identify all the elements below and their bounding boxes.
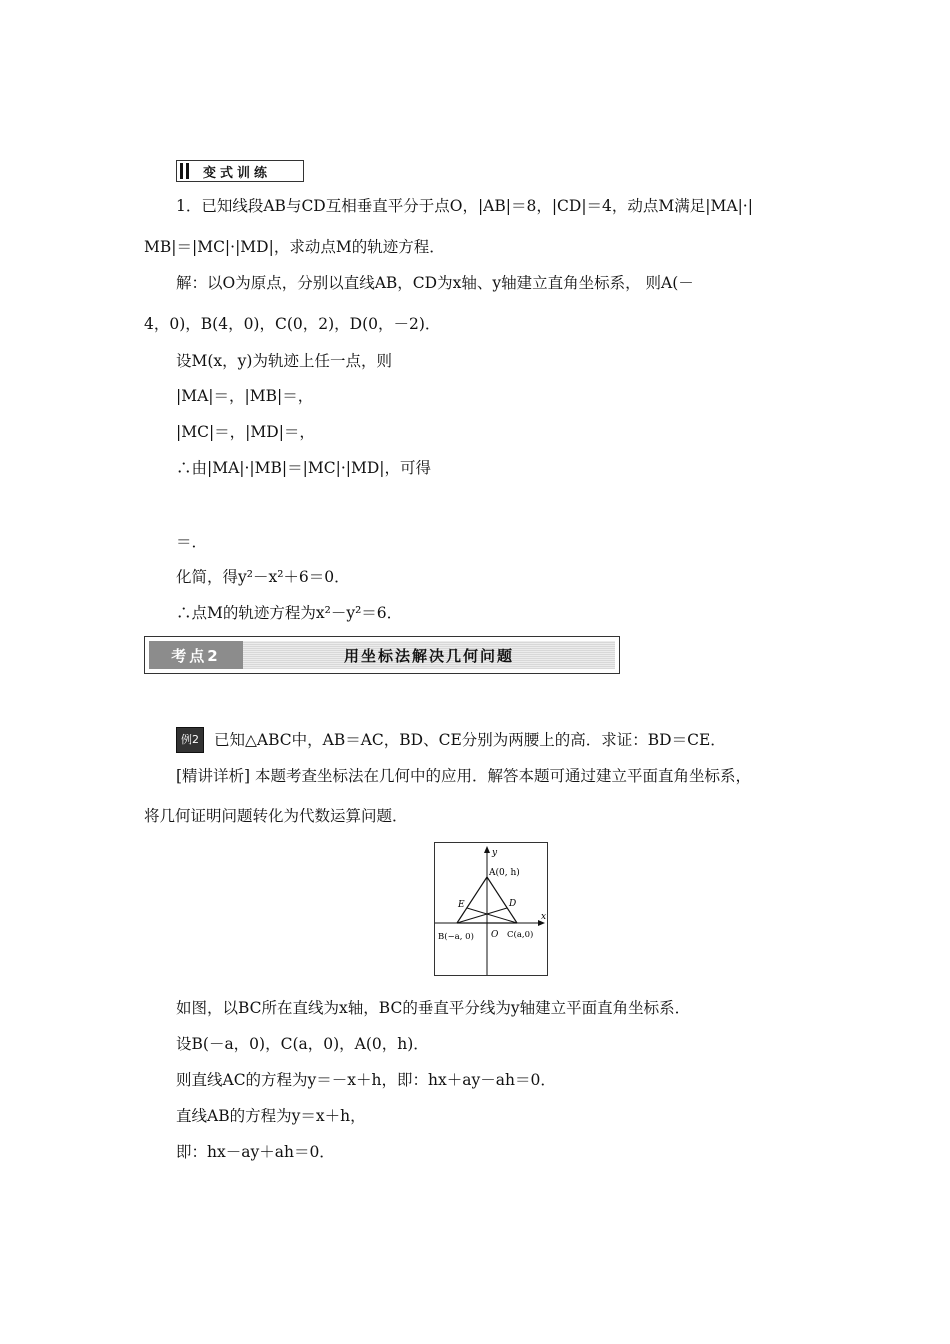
height-ce xyxy=(467,908,517,923)
example2-badge: 例2 xyxy=(176,727,204,753)
label-y: y xyxy=(492,848,498,858)
analysis-line1: [精讲详析] 本题考查坐标法在几何中的应用．解答本题可通过建立平面直角坐标系， xyxy=(176,767,752,785)
label-o: O xyxy=(491,930,499,940)
label-b: B(−a, 0) xyxy=(438,932,474,942)
label-c: C(a,0) xyxy=(507,930,534,940)
proof-line5: 即：hx－ay＋ah＝0． xyxy=(176,1143,335,1161)
analysis-line2: 将几何证明问题转化为代数运算问题． xyxy=(144,807,408,825)
proof-line1: 如图，以BC所在直线为x轴，BC的垂直平分线为y轴建立平面直角坐标系． xyxy=(176,999,691,1017)
solution-line6: ∴由|MA|·|MB|＝|MC|·|MD|，可得 xyxy=(176,459,431,477)
solution-line2: 4，0)，B(4，0)，C(0，2)，D(0，－2)． xyxy=(144,315,441,333)
section-tag: 考点2 xyxy=(149,641,243,669)
height-bd xyxy=(457,908,507,923)
example2-statement: 已知△ABC中，AB＝AC，BD、CE分别为两腰上的高．求证：BD＝CE． xyxy=(214,731,726,749)
proof-line2: 设B(－a，0)，C(a，0)，A(0，h)． xyxy=(176,1035,429,1053)
section-title: 用坐标法解决几何问题 xyxy=(243,641,615,669)
example2-statement-line xyxy=(176,727,726,753)
variant-training-label: 变式训练 xyxy=(203,165,272,181)
solution-line4: |MA|＝，|MB|＝， xyxy=(176,387,314,405)
solution-line7: ＝． xyxy=(176,533,208,551)
triangle-figure xyxy=(434,842,548,976)
section-header xyxy=(144,636,620,674)
solution-line9: ∴点M的轨迹方程为x²－y²＝6． xyxy=(176,604,403,622)
solution-line1: 解：以O为原点，分别以直线AB，CD为x轴、y轴建立直角坐标系， 则A(－ xyxy=(176,274,694,292)
problem1-line1: 1．已知线段AB与CD互相垂直平分于点O，|AB|＝8，|CD|＝4，动点M满足|MA|·| xyxy=(176,197,753,215)
triangle-diagram xyxy=(435,843,547,975)
proof-line3: 则直线AC的方程为y＝－x＋h，即：hx＋ay－ah＝0． xyxy=(176,1071,556,1089)
solution-line8: 化简，得y²－x²＋6＝0． xyxy=(176,568,350,586)
badge-bars-icon xyxy=(177,161,199,181)
label-e: E xyxy=(458,900,465,910)
solution-line5: |MC|＝，|MD|＝， xyxy=(176,423,315,441)
solution-line3: 设M(x，y)为轨迹上任一点，则 xyxy=(176,352,392,370)
label-d: D xyxy=(509,899,517,909)
problem1-line2: MB|＝|MC|·|MD|，求动点M的轨迹方程． xyxy=(144,238,445,256)
proof-line4: 直线AB的方程为y＝x＋h， xyxy=(176,1107,366,1125)
label-a: A(0, h) xyxy=(489,868,520,878)
y-axis-arrow-icon xyxy=(484,846,490,853)
label-x: x xyxy=(541,912,547,922)
variant-training-badge xyxy=(176,160,304,182)
